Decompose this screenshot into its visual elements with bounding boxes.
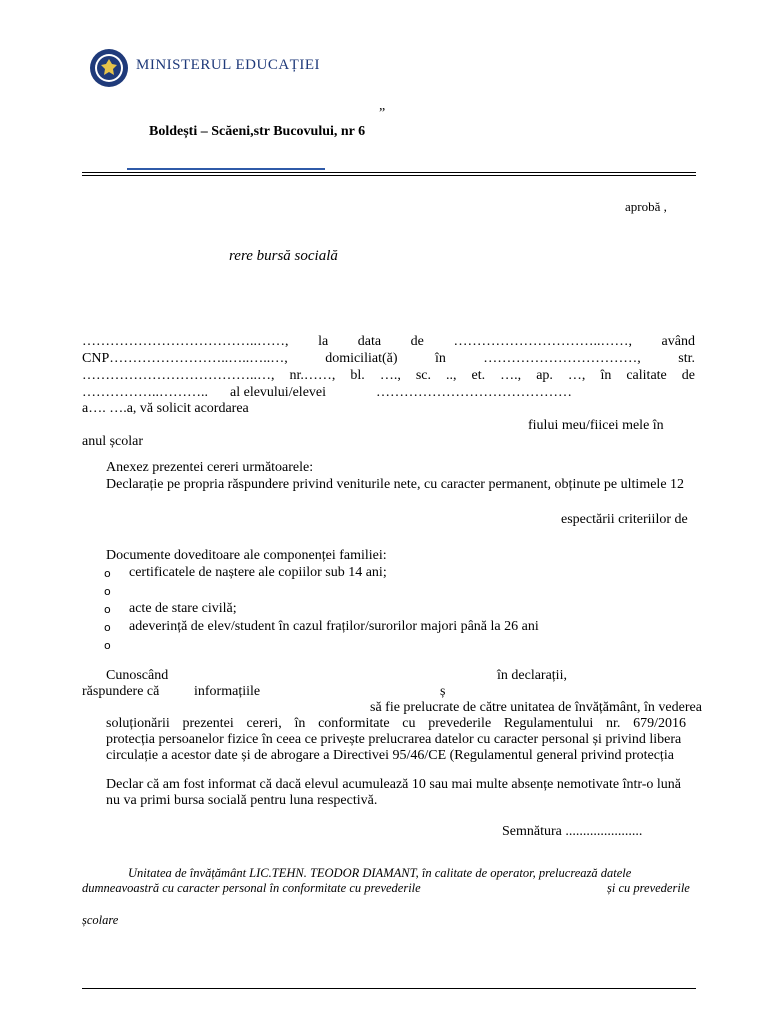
body-line-2: CNP……………………..…..…..…, domiciliat(ă) în ……………………………, str.: [82, 351, 695, 366]
list-bullet: o: [104, 585, 111, 598]
footer-note-line-3: școlare: [82, 913, 119, 927]
footer-rule: [82, 988, 696, 989]
gdpr-line-3: soluționării prezentei cereri, în conformitate cu prevederile Regulamentului nr. 679/2016: [106, 716, 686, 731]
gdpr-word: informațiile: [194, 684, 261, 699]
annex-criteria: espectării criteriilor de: [561, 512, 688, 527]
ministry-seal-logo: [89, 48, 129, 88]
gdpr-line-2: să fie prelucrate de către unitatea de învățământ, în vederea: [370, 700, 702, 715]
list-bullet: o: [104, 603, 111, 616]
gdpr-word: în declarații,: [497, 668, 567, 683]
gdpr-line-4: protecția persoanelor fizice în ceea ce privește prelucrarea datelor cu caracter personal și privind libera: [106, 732, 682, 747]
documents-title: Documente doveditoare ale componenței familiei:: [106, 548, 387, 563]
body-line-4c: ……………………………………: [376, 385, 572, 400]
list-item: certificatele de naștere ale copiilor sub 14 ani;: [129, 565, 387, 580]
list-bullet: o: [104, 621, 111, 634]
school-address: Boldești – Scăeni,str Bucovului, nr 6: [149, 124, 366, 139]
body-line-4a: ……………..………..: [82, 385, 208, 400]
body-line-3: ………………………………..…, nr.……, bl. …., sc. .., et. …., ap. …, în calitate de: [82, 368, 695, 383]
footer-note-line-2a: dumneavoastră cu caracter personal în conformitate cu prevederile: [82, 881, 421, 895]
annex-intro: Anexez prezentei cereri următoarele:: [106, 460, 314, 475]
header-rule-top: [82, 172, 696, 173]
approval-text: aprobă ,: [625, 199, 667, 214]
body-line-4b: al elevului/elevei: [230, 385, 327, 400]
body-line-1: ………………………………..……, la data de …………………………..……, având: [82, 334, 695, 349]
signature-line: Semnătura ......................: [502, 824, 643, 839]
absences-line-1: Declar că am fost informat că dacă elevul acumulează 10 sau mai multe absențe nemotivate într-o lună: [106, 777, 682, 792]
ministry-name: MINISTERUL EDUCAȚIEI: [136, 57, 321, 73]
body-line-6: fiului meu/fiicei mele în: [528, 418, 664, 433]
footer-note-line-1: Unitatea de învățământ LIC.TEHN. TEODOR DIAMANT, în calitate de operator, prelucrează datele: [128, 866, 632, 880]
list-bullet: o: [104, 639, 111, 652]
body-line-7: anul școlar: [82, 434, 144, 449]
gdpr-word: Cunoscând: [106, 668, 169, 683]
header-rule-bottom: [82, 175, 696, 176]
address-underline: [127, 168, 325, 170]
quote-mark: ”: [379, 106, 386, 121]
footer-note-line-2b: și cu prevederile: [607, 881, 690, 895]
list-bullet: o: [104, 567, 111, 580]
gdpr-word: ș: [440, 684, 446, 699]
gdpr-line-5: circulație a acestor date și de abrogare a Directivei 95/46/CE (Regulamentul general privind protecția: [106, 748, 674, 763]
absences-line-2: nu va primi bursa socială pentru luna respectivă.: [106, 793, 378, 808]
gdpr-word: răspundere că: [82, 684, 160, 699]
list-item: adeverință de elev/student în cazul fraților/surorilor majori până la 26 ani: [129, 619, 539, 634]
document-title: rere bursă socială: [229, 248, 338, 264]
list-item: acte de stare civilă;: [129, 601, 237, 616]
body-line-5: a…. ….a, vă solicit acordarea: [82, 401, 249, 416]
annex-declaration: Declarație pe propria răspundere privind veniturile nete, cu caracter permanent, obținute pe ultimele 12: [106, 477, 685, 492]
